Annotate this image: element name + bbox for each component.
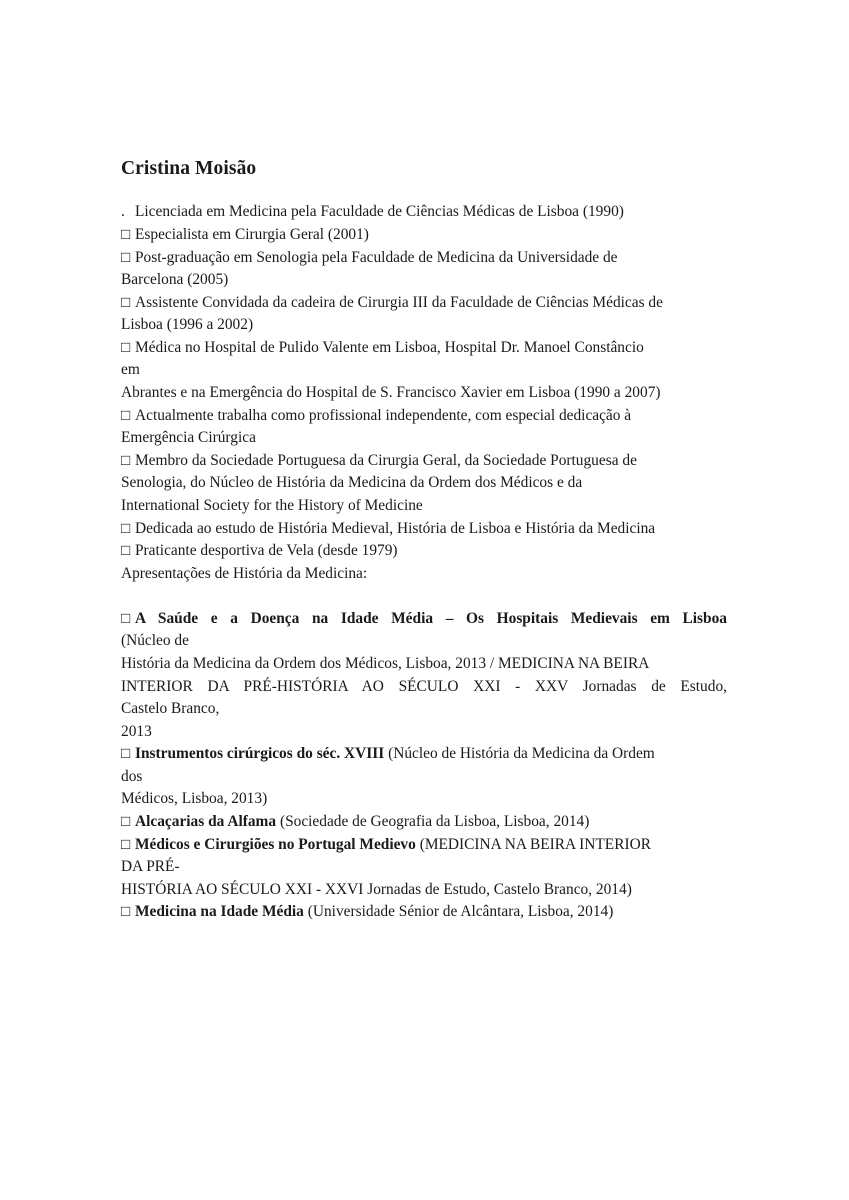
presentation-text: DA PRÉ- bbox=[121, 858, 180, 875]
presentation-title: Instrumentos cirúrgicos do séc. XVIII bbox=[135, 745, 385, 762]
presentation-text: (Universidade Sénior de Alcântara, Lisboa, 2014) bbox=[307, 903, 614, 920]
presentation-title: Medicina na Idade Média bbox=[135, 903, 304, 920]
presentation-text: dos bbox=[121, 768, 143, 785]
bullet-box-icon: □ bbox=[121, 407, 131, 424]
bullet-box-icon: □ bbox=[121, 249, 131, 266]
presentation-text: HISTÓRIA AO SÉCULO XXI - XXVI Jornadas de Estudo, Castelo Branco, 2014) bbox=[121, 881, 632, 898]
section-heading: Apresentações de História da Medicina: bbox=[121, 565, 368, 582]
presentation-item bbox=[121, 903, 613, 921]
cv-item bbox=[121, 542, 398, 560]
presentation-item bbox=[121, 836, 651, 854]
bullet-box-icon: □ bbox=[121, 745, 131, 762]
cv-item bbox=[121, 520, 655, 538]
presentation-title: Alcaçarias da Alfama bbox=[135, 813, 277, 830]
bullet-box-icon: □ bbox=[121, 520, 131, 537]
cv-text: Actualmente trabalha como profissional independente, com especial dedicação à bbox=[135, 407, 632, 424]
bullet-dot: . bbox=[121, 203, 125, 220]
presentation-item bbox=[121, 610, 727, 628]
cv-item bbox=[121, 294, 663, 312]
cv-text-continued: Barcelona (2005) bbox=[121, 271, 229, 288]
presentation-item bbox=[121, 745, 655, 763]
cv-text: Membro da Sociedade Portuguesa da Cirurgia Geral, da Sociedade Portuguesa de bbox=[135, 452, 637, 469]
cv-text: Assistente Convidada da cadeira de Cirurgia III da Faculdade de Ciências Médicas de bbox=[135, 294, 663, 311]
cv-item bbox=[121, 203, 624, 221]
presentation-text: Médicos, Lisboa, 2013) bbox=[121, 790, 268, 807]
cv-text: Licenciada em Medicina pela Faculdade de Ciências Médicas de Lisboa (1990) bbox=[135, 203, 624, 220]
presentation-text: 2013 bbox=[121, 723, 152, 740]
bullet-box-icon: □ bbox=[121, 226, 131, 243]
cv-item bbox=[121, 226, 369, 244]
bullet-box-icon: □ bbox=[121, 452, 131, 469]
cv-item bbox=[121, 407, 631, 425]
cv-text: Dedicada ao estudo de História Medieval, História de Lisboa e História da Medicina bbox=[135, 520, 656, 537]
cv-text-continued: Emergência Cirúrgica bbox=[121, 429, 256, 446]
bullet-box-icon: □ bbox=[121, 836, 131, 853]
cv-item bbox=[121, 452, 637, 470]
presentation-text: INTERIOR DA PRÉ-HISTÓRIA AO SÉCULO XXI - XXV Jornadas de Estudo, bbox=[121, 678, 727, 695]
bullet-box-icon: □ bbox=[121, 610, 131, 627]
bullet-box-icon: □ bbox=[121, 813, 131, 830]
cv-text: Especialista em Cirurgia Geral (2001) bbox=[135, 226, 369, 243]
presentation-text: (Sociedade de Geografia da Lisboa, Lisboa, 2014) bbox=[279, 813, 590, 830]
cv-text: Médica no Hospital de Pulido Valente em Lisboa, Hospital Dr. Manoel Constâncio bbox=[135, 339, 644, 356]
bullet-box-icon: □ bbox=[121, 903, 131, 920]
cv-text-continued: Abrantes e na Emergência do Hospital de S. Francisco Xavier em Lisboa (1990 a 2007) bbox=[121, 384, 661, 401]
cv-item bbox=[121, 249, 618, 267]
presentation-title: Médicos e Cirurgiões no Portugal Medievo bbox=[135, 836, 416, 853]
cv-text: Post-graduação em Senologia pela Faculdade de Medicina da Universidade de bbox=[135, 249, 618, 266]
presentation-text: História da Medicina da Ordem dos Médicos, Lisboa, 2013 / MEDICINA NA BEIRA bbox=[121, 655, 650, 672]
cv-text: Praticante desportiva de Vela (desde 1979) bbox=[135, 542, 398, 559]
presentation-text: (Núcleo de História da Medicina da Ordem bbox=[388, 745, 655, 762]
presentation-text: (Núcleo de bbox=[121, 632, 189, 649]
page-title: Cristina Moisão bbox=[121, 158, 257, 179]
presentation-item bbox=[121, 813, 589, 831]
cv-text-continued: International Society for the History of Medicine bbox=[121, 497, 423, 514]
presentation-text: Castelo Branco, bbox=[121, 700, 220, 717]
bullet-box-icon: □ bbox=[121, 294, 131, 311]
cv-text-continued: em bbox=[121, 361, 140, 378]
bullet-box-icon: □ bbox=[121, 542, 131, 559]
cv-item bbox=[121, 339, 644, 357]
bullet-box-icon: □ bbox=[121, 339, 131, 356]
presentation-text: (MEDICINA NA BEIRA INTERIOR bbox=[419, 836, 651, 853]
cv-text-continued: Senologia, do Núcleo de História da Medicina da Ordem dos Médicos e da bbox=[121, 474, 583, 491]
presentation-title: A Saúde e a Doença na Idade Média – Os Hospitais Medievais em Lisboa bbox=[135, 610, 727, 627]
cv-text-continued: Lisboa (1996 a 2002) bbox=[121, 316, 254, 333]
